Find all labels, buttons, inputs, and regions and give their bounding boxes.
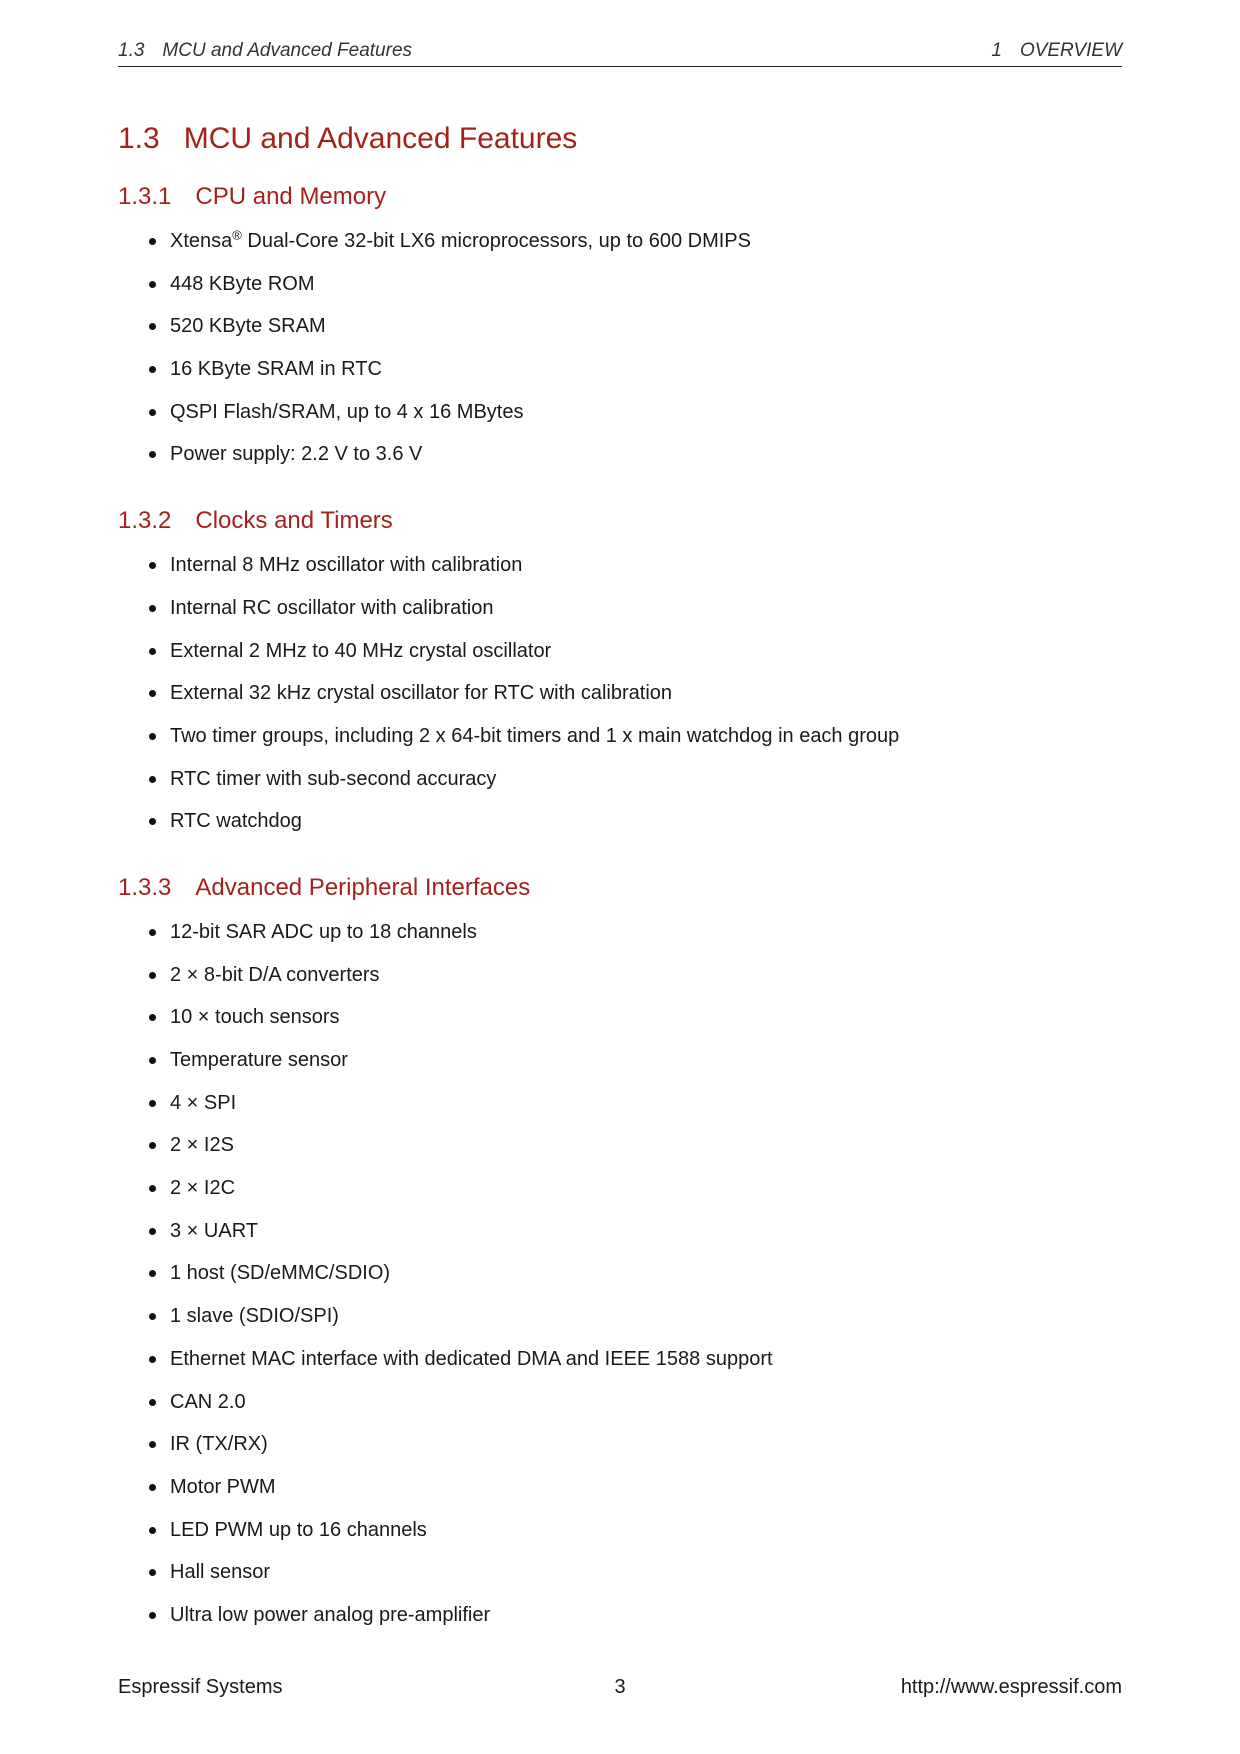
list-item-text: External 2 MHz to 40 MHz crystal oscillator — [170, 639, 552, 662]
bullet-icon — [149, 605, 156, 612]
bullet-icon — [149, 1228, 156, 1235]
bullet-icon — [149, 1142, 156, 1149]
list-item-text: IR (TX/RX) — [170, 1433, 268, 1456]
list-item — [118, 1082, 1122, 1125]
bullet-icon — [149, 1313, 156, 1320]
list-item-text: Hall sensor — [170, 1561, 271, 1584]
registered-mark: ® — [232, 227, 242, 243]
clocks-timers-list — [118, 544, 1122, 843]
bullet-icon — [149, 562, 156, 569]
bullet-icon — [149, 1014, 156, 1021]
header-section-title: MCU and Advanced Features — [162, 40, 413, 61]
list-item-text: Motor PWM — [170, 1475, 276, 1498]
bullet-icon — [149, 1100, 156, 1107]
subsection-title: CPU and Memory — [195, 183, 387, 210]
subsection-title: Clocks and Timers — [195, 507, 393, 535]
list-item-text: Temperature sensor — [170, 1049, 348, 1071]
bullet-icon — [149, 648, 156, 655]
subsection-number: 1.3.3 — [118, 873, 172, 901]
list-item-text: Dual-Core 32-bit LX6 microprocessors, up to 600 DMIPS — [247, 230, 751, 252]
list-item — [118, 1509, 1122, 1552]
bullet-icon — [149, 776, 156, 783]
bullet-icon — [149, 1441, 156, 1448]
list-item — [118, 1594, 1122, 1637]
page-content — [118, 118, 1122, 1637]
bullet-icon — [149, 323, 156, 330]
bullet-icon — [149, 1484, 156, 1491]
bullet-icon — [149, 409, 156, 416]
section-title: MCU and Advanced Features — [183, 122, 578, 155]
section-heading — [118, 118, 1122, 160]
brand-name: Xtensa — [170, 230, 233, 252]
subsection-heading-peripheral-interfaces — [118, 869, 1122, 907]
list-item-text: 10 × touch sensors — [170, 1006, 340, 1029]
list-item-text: Internal 8 MHz oscillator with calibration — [170, 554, 523, 577]
subsection-title: Advanced Peripheral Interfaces — [195, 873, 531, 901]
footer-url[interactable]: http://www.espressif.com — [900, 1676, 1122, 1698]
list-item-text: Power supply: 2.2 V to 3.6 V — [170, 443, 423, 466]
list-item-text: Two timer groups, including 2 x 64-bit timers and 1 x main watchdog in each group — [170, 724, 900, 747]
page-header — [118, 38, 1122, 67]
header-chapter-label — [991, 40, 1122, 62]
list-item-text: 1 slave (SDIO/SPI) — [170, 1305, 339, 1328]
list-item-text: 4 × SPI — [170, 1091, 237, 1114]
list-item — [118, 391, 1122, 434]
subsection-heading-cpu-memory — [118, 178, 1122, 216]
list-item — [118, 996, 1122, 1039]
list-item-text: Ethernet MAC interface with dedicated DMA and IEEE 1588 support — [170, 1347, 773, 1370]
header-chapter-number: 1 — [991, 40, 1002, 61]
list-item — [118, 715, 1122, 758]
bullet-icon — [149, 451, 156, 458]
list-item — [118, 348, 1122, 391]
list-item-text: 520 KByte SRAM — [170, 315, 326, 338]
list-item-text: 16 KByte SRAM in RTC — [170, 358, 382, 381]
list-item — [118, 672, 1122, 715]
list-item-text: 2 × 8-bit D/A converters — [170, 963, 380, 986]
bullet-icon — [149, 690, 156, 697]
bullet-icon — [149, 733, 156, 740]
list-item — [118, 1167, 1122, 1210]
list-item — [118, 1338, 1122, 1381]
list-item — [118, 544, 1122, 587]
list-item-text: CAN 2.0 — [170, 1390, 246, 1413]
list-item — [118, 1381, 1122, 1424]
list-item-text: 12-bit SAR ADC up to 18 channels — [170, 920, 477, 943]
list-item — [118, 305, 1122, 348]
list-item — [118, 758, 1122, 801]
cpu-memory-list — [118, 220, 1122, 476]
list-item-text: 1 host (SD/eMMC/SDIO) — [170, 1262, 391, 1285]
list-item-text: LED PWM up to 16 channels — [170, 1518, 427, 1541]
list-item — [118, 1551, 1122, 1594]
list-item — [118, 587, 1122, 630]
header-section-label — [118, 40, 412, 62]
bullet-icon — [149, 1569, 156, 1576]
list-item-text: 448 KByte ROM — [170, 272, 315, 295]
peripheral-interfaces-list — [118, 911, 1122, 1637]
page-footer — [118, 1676, 1122, 1706]
list-item — [118, 263, 1122, 306]
list-item-text: 3 × UART — [170, 1219, 258, 1242]
bullet-icon — [149, 1612, 156, 1619]
list-item-text: Internal RC oscillator with calibration — [170, 596, 494, 619]
list-item — [118, 1423, 1122, 1466]
bullet-icon — [149, 972, 156, 979]
footer-company: Espressif Systems — [118, 1676, 283, 1698]
footer-page-number: 3 — [614, 1676, 626, 1698]
list-item — [118, 800, 1122, 843]
list-item — [118, 220, 1122, 263]
subsection-number: 1.3.1 — [118, 183, 172, 210]
bullet-icon — [149, 818, 156, 825]
header-section-number: 1.3 — [118, 40, 145, 61]
list-item-text: External 32 kHz crystal oscillator for RTC with calibration — [170, 682, 673, 705]
subsection-number: 1.3.2 — [118, 507, 172, 535]
list-item — [118, 1039, 1122, 1082]
bullet-icon — [149, 281, 156, 288]
list-item — [118, 1466, 1122, 1509]
list-item — [118, 1124, 1122, 1167]
bullet-icon — [149, 1057, 156, 1064]
list-item-text: RTC timer with sub-second accuracy — [170, 767, 497, 790]
list-item — [118, 1210, 1122, 1253]
list-item — [118, 1295, 1122, 1338]
bullet-icon — [149, 929, 156, 936]
list-item — [118, 1252, 1122, 1295]
list-item-text: Ultra low power analog pre-amplifier — [170, 1603, 491, 1626]
list-item-text: 2 × I2C — [170, 1177, 236, 1200]
bullet-icon — [149, 366, 156, 373]
list-item — [118, 954, 1122, 997]
section-number: 1.3 — [118, 122, 160, 155]
list-item — [118, 630, 1122, 673]
bullet-icon — [149, 238, 156, 245]
list-item — [118, 911, 1122, 954]
bullet-icon — [149, 1270, 156, 1277]
bullet-icon — [149, 1185, 156, 1192]
list-item-text: QSPI Flash/SRAM, up to 4 x 16 MBytes — [170, 400, 524, 423]
list-item — [118, 433, 1122, 476]
list-item-text: 2 × I2S — [170, 1134, 234, 1157]
bullet-icon — [149, 1356, 156, 1363]
list-item-text: RTC watchdog — [170, 810, 302, 833]
subsection-heading-clocks-timers — [118, 502, 1122, 540]
bullet-icon — [149, 1399, 156, 1406]
header-chapter-title: OVERVIEW — [1019, 40, 1122, 61]
bullet-icon — [149, 1527, 156, 1534]
